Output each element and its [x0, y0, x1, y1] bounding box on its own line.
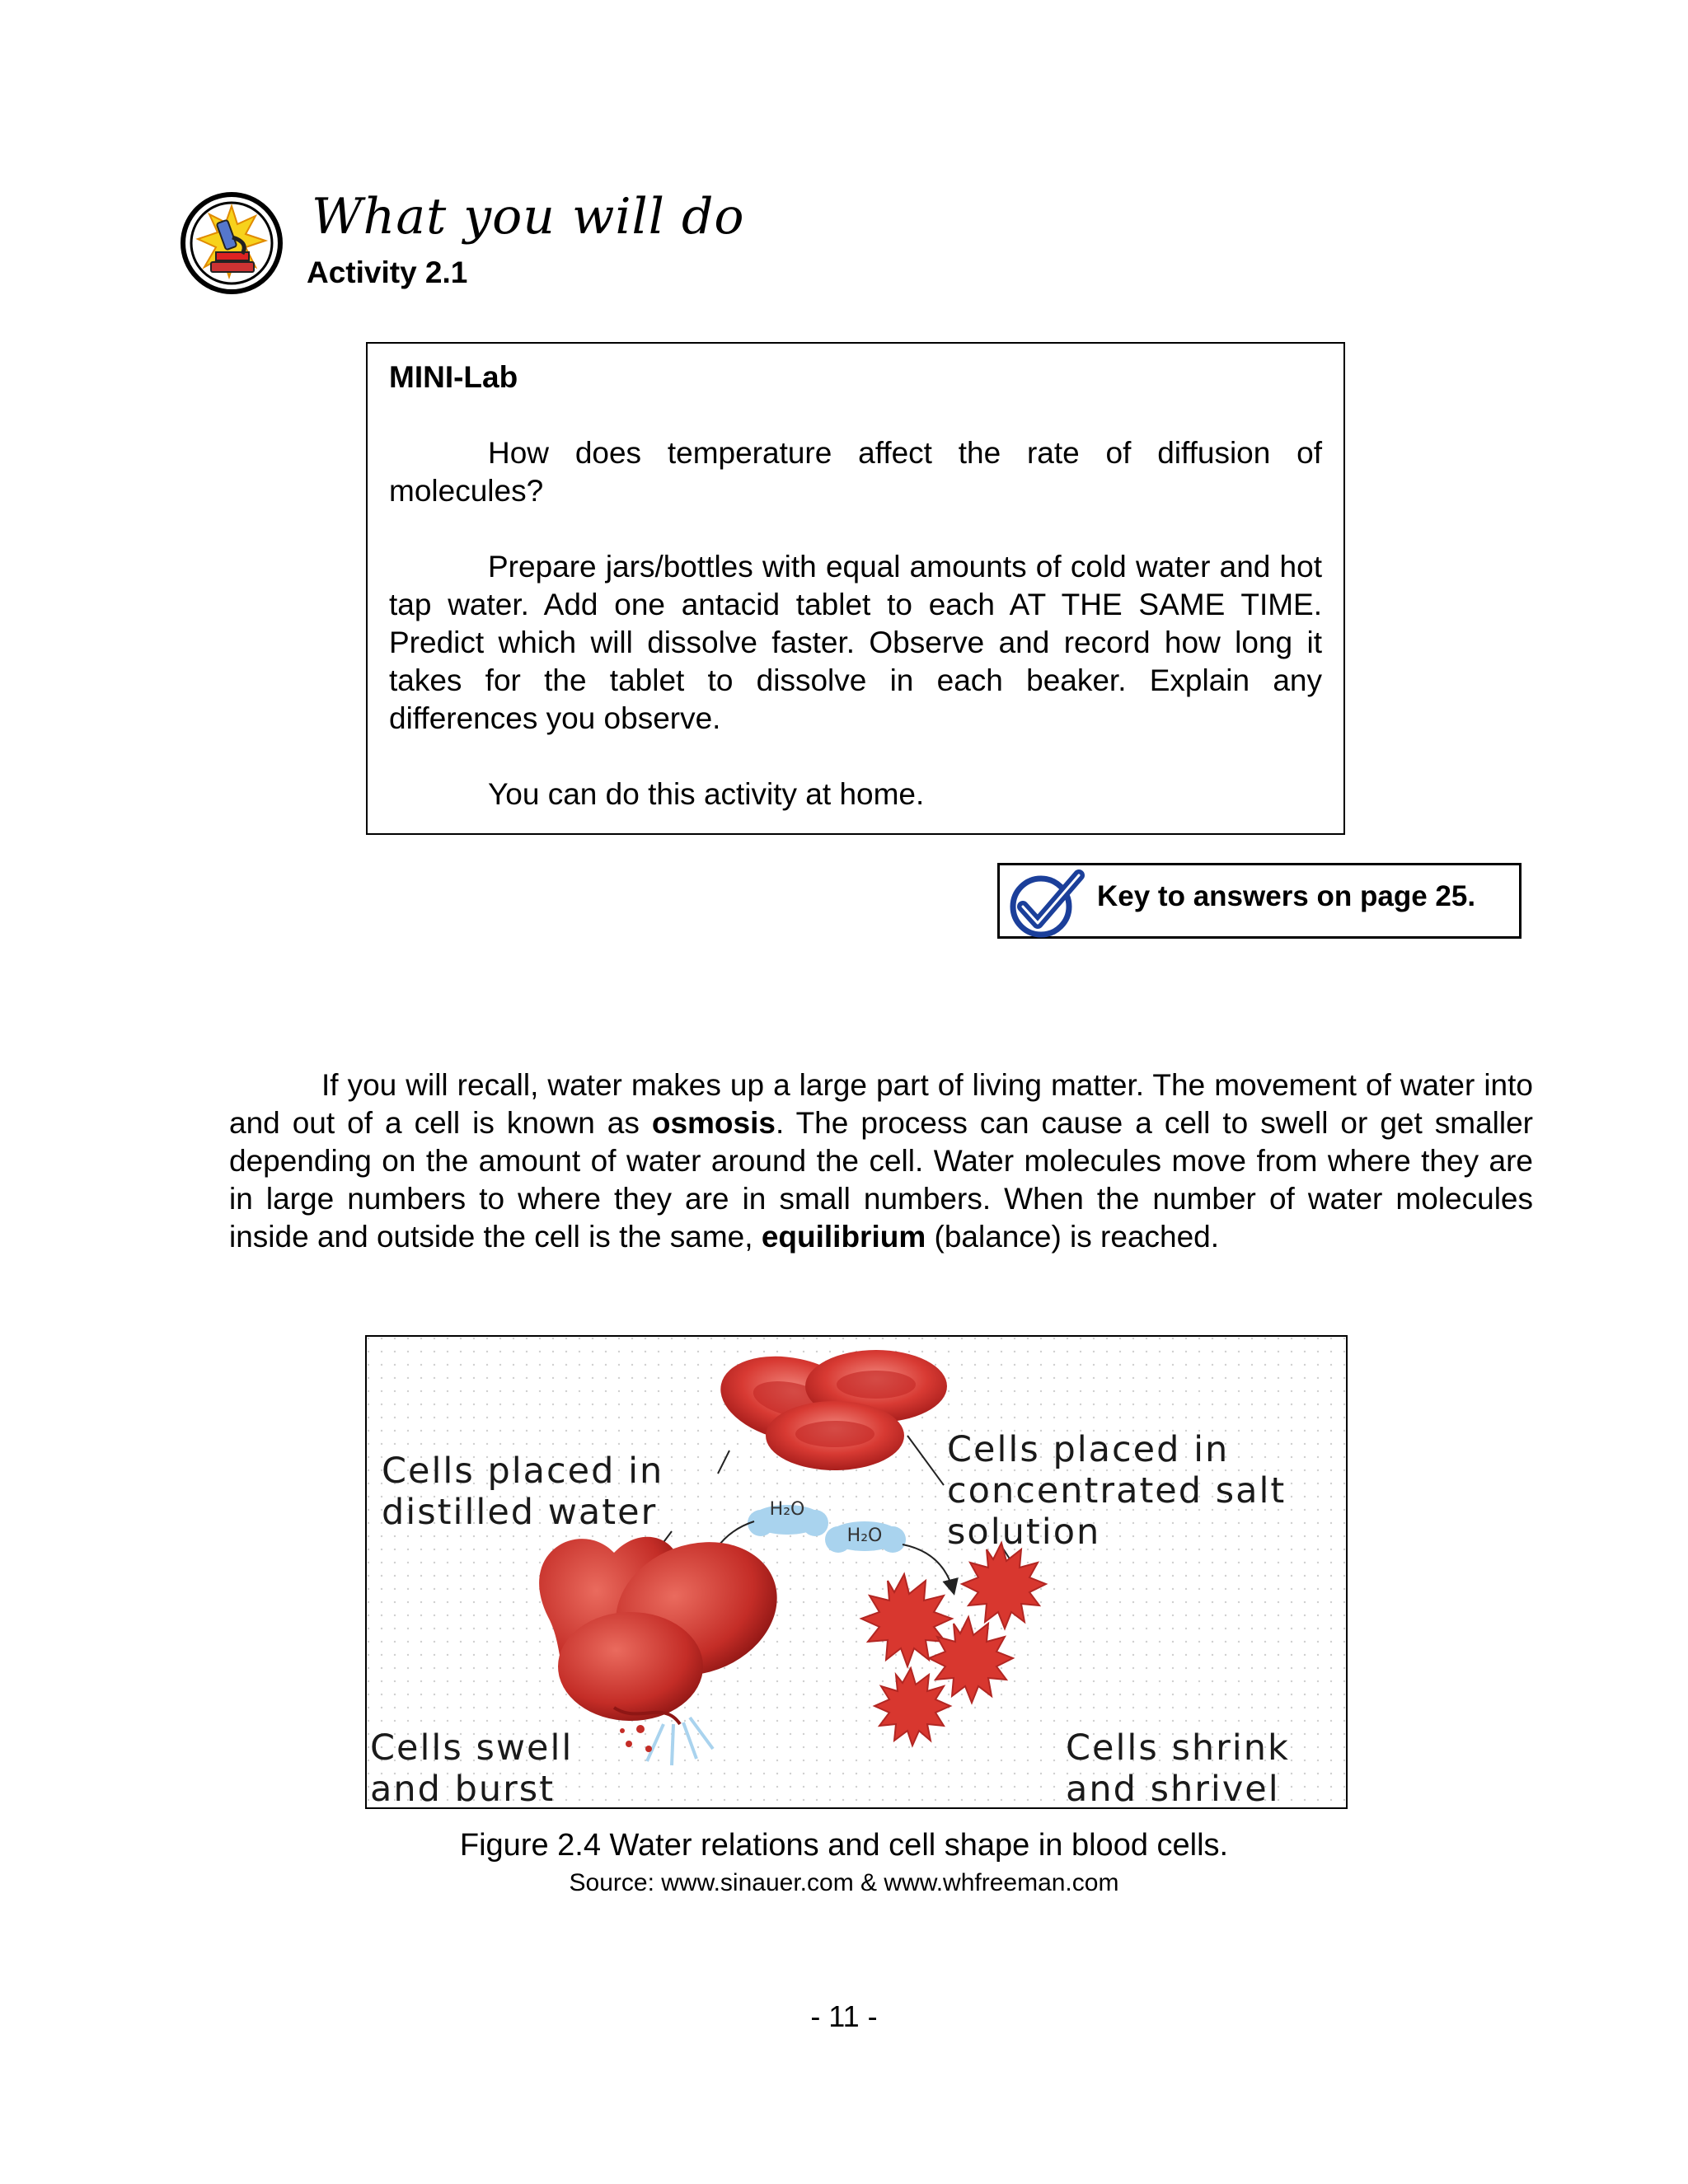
figure-osmosis-cells — [365, 1335, 1348, 1809]
page-number: - 11 - — [810, 1999, 878, 2033]
label-concentrated-salt — [947, 1429, 1286, 1553]
activity-label: Activity 2.1 — [307, 255, 468, 289]
section-title: What you will do — [312, 188, 745, 246]
label-distilled-water-text: Cells placed in distilled water — [382, 1451, 664, 1533]
label-distilled-water — [382, 1451, 663, 1533]
osmosis-paragraph — [229, 1066, 1533, 1256]
term-equilibrium: equilibrium — [761, 1220, 926, 1254]
label-cells-swell-text: Cells swell and burst — [370, 1727, 574, 1809]
term-osmosis: osmosis — [651, 1106, 776, 1140]
figure-caption: Figure 2.4 Water relations and cell shape in blood cells. — [459, 1828, 1229, 1863]
h2o-label-1: H₂O — [769, 1499, 805, 1520]
label-cells-swell — [370, 1727, 573, 1809]
label-cells-shrink-text: Cells shrink and shrivel — [1066, 1727, 1290, 1809]
answer-key-text: Key to answers on page 25. — [1097, 880, 1476, 912]
paragraph-text-3: (balance) is reached. — [926, 1220, 1220, 1254]
minilab-question: How does temperature affect the rate of diffusion of molecules? — [389, 436, 1322, 508]
minilab-box — [366, 342, 1345, 835]
label-cells-shrink — [1066, 1727, 1290, 1809]
minilab-instructions: Prepare jars/bottles with equal amounts of cold water and hot tap water. Add one antacid tablet to each AT THE SAME TIME. Predict which will dissolve faster. Observe and record how long it takes for the tablet to dissolve in each beaker. Explain any differences you observe. — [389, 550, 1322, 735]
label-concentrated-salt-text: Cells placed in concentrated salt solution — [947, 1429, 1287, 1553]
minilab-note: You can do this activity at home. — [488, 777, 925, 811]
figure-source: Source: www.sinauer.com & www.whfreeman.com — [569, 1869, 1119, 1896]
answer-key-box — [997, 863, 1522, 939]
minilab-heading: MINI-Lab — [389, 360, 518, 394]
paragraph-text-1: If you will recall, water makes up a large part of living matter. The movement of water into and out of a cell is known as — [229, 1068, 1533, 1140]
h2o-label-2: H₂O — [846, 1526, 883, 1546]
paragraph-text-2: . The process can cause a cell to swell or get smaller depending on the amount of water around the cell. Water molecules move from where they are in large numbers to where they are in small numbers. When the number of water molecules inside and outside the cell is the same, — [229, 1106, 1533, 1254]
checkmark-icon — [1006, 869, 1085, 938]
microscope-logo-icon — [180, 191, 284, 295]
